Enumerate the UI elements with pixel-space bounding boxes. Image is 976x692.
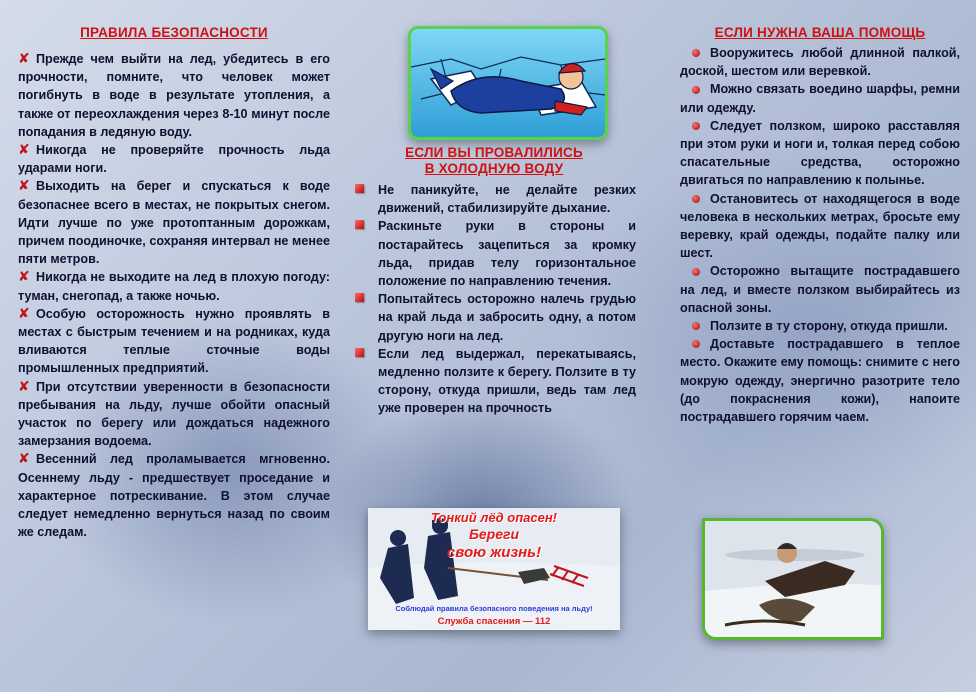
help-item: Можно связать воедино шарфы, ремни или одежду. (680, 82, 960, 115)
rule-item: ✘ Особую осторожность нужно проявлять в местах с быстрым течением и на родниках, куда вливаются теплые сточные воды промышленных предприятий. (18, 304, 330, 376)
poster-title-line3: свою жизнь! (446, 544, 542, 561)
round-bullet-icon (692, 268, 700, 276)
poster-title-line1: Тонкий лёд опасен! (430, 510, 558, 525)
help-column (680, 0, 960, 426)
round-bullet-icon (692, 122, 700, 130)
rule-item: ✘ Никогда не проверяйте прочность льда ударами ноги. (18, 141, 330, 176)
rule-item: ✘ Никогда не выходите на лед в плохую погоду: туман, снегопад, а также ночью. (18, 268, 330, 303)
advice-item: Попытайтесь осторожно налечь грудью на край льда и забросить одну, а потом другую ноги на лед. (352, 290, 636, 345)
poster-title-line2: Береги (468, 526, 520, 542)
rule-item: ✘ Весенний лед проламывается мгновенно. Осеннему льду - предшествует проседание и характерное потрескивание. В этом случае следует немедленно вернуться назад по своим же следам. (18, 450, 330, 540)
person-crawling-icon (705, 521, 881, 637)
round-bullet-icon (692, 340, 700, 348)
poster-service-text: Служба спасения — 112 (437, 616, 551, 627)
rule-item: ✘ При отсутствии уверенности в безопасности пребывания на льду, лучше обойти опасный участок по берегу или дождаться надежного замерзания водоема. (18, 377, 330, 449)
cross-icon: ✘ (18, 377, 30, 394)
round-bullet-icon (692, 195, 700, 203)
safety-rules-heading: ПРАВИЛА БЕЗОПАСНОСТИ (80, 25, 268, 40)
square-bullet-icon (355, 293, 364, 302)
advice-item: Если лед выдержал, перекатываясь, медленно ползите к берегу. Ползите в ту сторону, откуда пришли, ведь там лед уже проверен на прочность (352, 345, 636, 418)
help-item: Остановитесь от находящегося в воде человека в нескольких метрах, бросьте ему веревку, край одежды, подайте палку или шест. (680, 191, 960, 261)
square-bullet-icon (355, 220, 364, 229)
help-item: Следует ползком, широко расставляя при этом руки и ноги и, толкая перед собою спасательные средства, осторожно двигаться по направлению к полынье. (680, 118, 960, 188)
help-item: Вооружитесь любой длинной палкой, доской, шестом или веревкой. (680, 46, 960, 79)
advice-item: Не паникуйте, не делайте резких движений, стабилизируйте дыхание. (352, 181, 636, 217)
rule-item: ✘ Прежде чем выйти на лед, убедитесь в его прочности, помните, что человек может погибнуть в воде в результате утопления, а также от переохлаждения через 8-10 минут после попадания в ледяную воду. (18, 50, 330, 139)
ice-scene-icon (411, 29, 605, 137)
poster-rules-text: Соблюдай правила безопасного поведения на льду! (395, 604, 593, 613)
cross-icon: ✘ (18, 177, 30, 194)
square-bullet-icon (355, 348, 364, 357)
fell-through-column (352, 145, 636, 418)
rule-item: ✘ Выходить на берег и спускаться к воде безопаснее всего в местах, не покрытых снегом. Идти лучше по уже протоптанным дорожкам, причем поодиночке, сохраняя интервал не менее пяти метров. (18, 177, 330, 267)
round-bullet-icon (692, 49, 700, 57)
cross-icon: ✘ (18, 304, 30, 321)
cross-icon: ✘ (18, 268, 30, 285)
fell-through-heading: ЕСЛИ ВЫ ПРОВАЛИЛИСЬ В ХОЛОДНУЮ ВОДУ (405, 145, 583, 176)
help-item: Ползите в ту сторону, откуда пришли. (680, 317, 960, 335)
thin-ice-poster (368, 508, 620, 630)
square-bullet-icon (355, 184, 364, 193)
cross-icon: ✘ (18, 50, 30, 66)
help-heading: ЕСЛИ НУЖНА ВАША ПОМОЩЬ (714, 25, 926, 40)
rescue-photo (702, 518, 884, 640)
round-bullet-icon (692, 86, 700, 94)
help-item: Осторожно вытащите пострадавшего на лед, и вместе ползком выбирайтесь из опасной зоны. (680, 264, 960, 315)
cross-icon: ✘ (18, 450, 30, 467)
help-item: Доставьте пострадавшего в теплое место. Окажите ему помощь: снимите с него мокрую одежду, энергично разотрите тело (до покраснения кожи), напоите пострадавшего горячим чаем. (680, 337, 960, 425)
advice-item: Раскиньте руки в стороны и постарайтесь зацепиться за кромку льда, придав телу горизонтальное положение по направлению течения. (352, 217, 636, 290)
cross-icon: ✘ (18, 141, 30, 158)
round-bullet-icon (692, 322, 700, 330)
man-on-ice-illustration (408, 26, 608, 140)
safety-rules-column (18, 0, 330, 541)
